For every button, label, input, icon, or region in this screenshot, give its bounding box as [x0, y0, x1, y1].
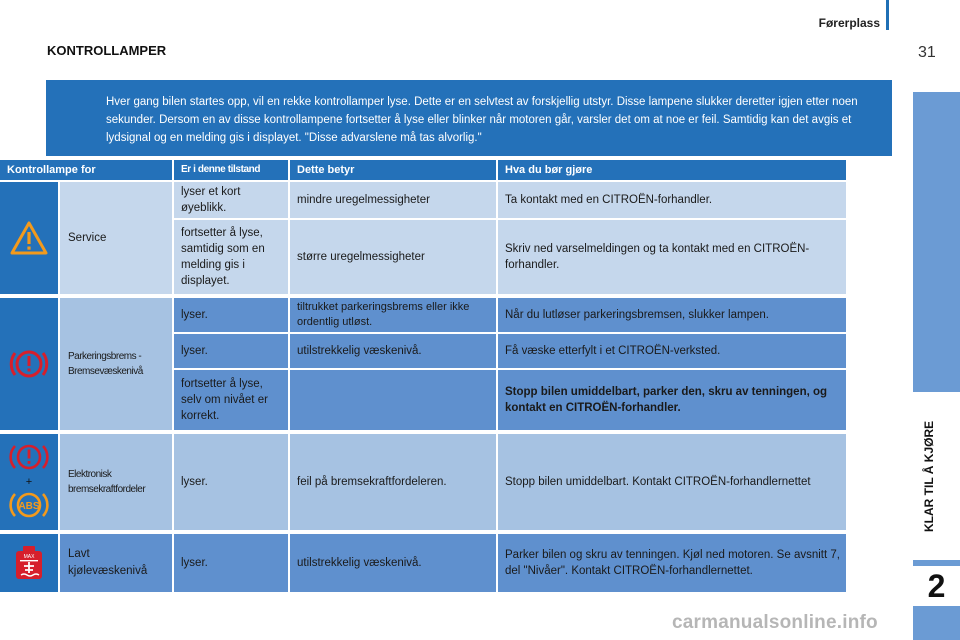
- meaning-cell: større uregelmessigheter: [290, 220, 496, 294]
- action-cell: Stopp bilen umiddelbart. Kontakt CITROËN-forhandlernettet: [498, 434, 846, 530]
- table-header: [0, 160, 846, 180]
- section-title: KONTROLLAMPER: [47, 43, 167, 58]
- coolant-level-icon: [14, 545, 44, 581]
- action-cell: Få væske etterfylt i et CITROËN-verksted.: [498, 334, 846, 368]
- table-row: [0, 334, 846, 368]
- abs-text: ABS: [18, 501, 40, 512]
- meaning-cell: utilstrekkelig væskenivå.: [290, 534, 496, 592]
- table-row: [0, 182, 846, 218]
- header-cell-meaning: Dette betyr: [290, 160, 496, 180]
- table-group-coolant: [0, 534, 846, 592]
- meaning-cell: utilstrekkelig væskenivå.: [290, 334, 496, 368]
- header-cell-lamp: Kontrollampe for: [0, 160, 172, 180]
- coolant-name-cell: [60, 534, 172, 592]
- header-cell-state: Er i denne tilstand: [174, 160, 288, 180]
- chapter-number: 2: [913, 566, 960, 606]
- lamp-name-ebd: Elektronisk bremsekraftfordeler: [68, 469, 146, 495]
- state-cell: lyser et kort øyeblikk.: [174, 182, 288, 218]
- action-cell: Parker bilen og skru av tenningen. Kjøl ned motoren. Se avsnitt 7, del "Nivåer". Kontakt CITROËN-forhandlernettet.: [498, 534, 846, 592]
- lamp-name-coolant: Lavt kjølevæskenivå: [68, 548, 148, 577]
- action-cell: Skriv ned varselmeldingen og ta kontakt med en CITROËN-forhandler.: [498, 220, 846, 294]
- action-cell: Ta kontakt med en CITROËN-forhandler.: [498, 182, 846, 218]
- state-cell: lyser.: [174, 434, 288, 530]
- table-row: [0, 370, 846, 430]
- plus-sign: +: [25, 476, 33, 488]
- max-label: MAX: [23, 554, 35, 560]
- page-number: 31: [918, 44, 936, 61]
- action-cell: Når du lutløser parkeringsbremsen, slukker lampen.: [498, 298, 846, 332]
- running-header: Førerplass: [818, 16, 880, 30]
- watermark: carmanualsonline.info: [672, 612, 878, 633]
- meaning-cell: tiltrukket parkeringsbrems eller ikke ordentlig utløst.: [290, 298, 496, 332]
- lamp-name-service: Service: [68, 231, 107, 244]
- coolant-icon-cell: [0, 534, 58, 592]
- header-cell-action: Hva du bør gjøre: [498, 160, 846, 180]
- table-group-ebd: [0, 434, 846, 530]
- state-cell: lyser.: [174, 334, 288, 368]
- meaning-cell: feil på bremsekraftfordeleren.: [290, 434, 496, 530]
- table-row: [0, 298, 846, 332]
- intro-text: Hver gang bilen startes opp, vil en rekke kontrollamper lyse. Dette er en selvtest av forskjellig utstyr. Disse lampene slukker deretter igjen etter noen sekunder. Dersom en av disse kontrollampene fortsetter å lyse eller blinker når motoren går, varsler det om at noe er feil. Samtidig kan det avgis et lydsignal og en melding gis i displayet. "Disse advarslene må tas alvorlig.": [106, 96, 858, 144]
- state-cell: lyser.: [174, 298, 288, 332]
- header-rule: [886, 0, 889, 30]
- chapter-label: KLAR TIL Å KJØRE: [922, 420, 936, 532]
- state-cell: fortsetter å lyse, samtidig som en melding gis i displayet.: [174, 220, 288, 294]
- state-cell: lyser.: [174, 534, 288, 592]
- brake-abs-icon: [4, 437, 54, 527]
- state-cell: fortsetter å lyse, selv om nivået er korrekt.: [174, 370, 288, 430]
- action-cell: Stopp bilen umiddelbart, parker den, skru av tenningen, og kontakt en CITROËN-forhandler.: [498, 370, 846, 430]
- meaning-cell: [290, 370, 496, 430]
- lamp-name-parking-brake: Parkeringsbrems - Bremsevæskenivå: [68, 351, 143, 377]
- meaning-cell: mindre uregelmessigheter: [290, 182, 496, 218]
- ebd-icon-cell: [0, 434, 58, 530]
- ebd-name-cell: [60, 434, 172, 530]
- chapter-label-box: [913, 392, 960, 560]
- table-row: [0, 220, 846, 294]
- intro-box: [46, 80, 892, 156]
